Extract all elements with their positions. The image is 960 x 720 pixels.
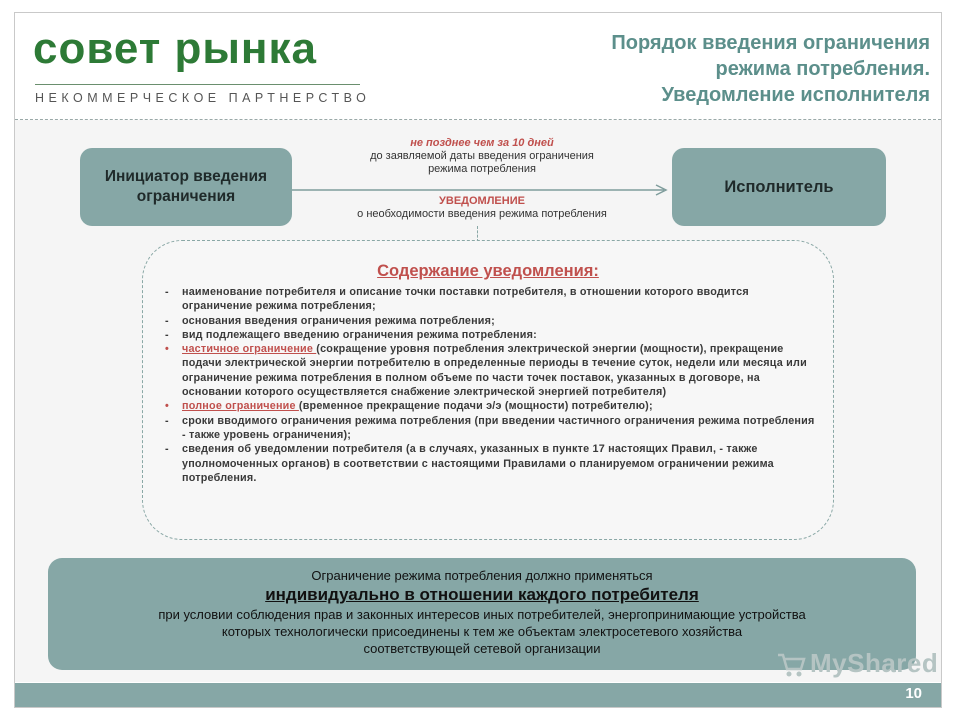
deadline-detail-1: до заявляемой даты введения ограничения <box>370 150 594 162</box>
summary-line-5: соответствующей сетевой организации <box>363 641 601 656</box>
list-marker: - <box>165 414 169 427</box>
list-item <box>165 399 815 413</box>
page-number: 10 <box>905 685 922 702</box>
title-line-1: Порядок введения ограничения <box>611 32 930 54</box>
list-marker: - <box>165 286 169 298</box>
watermark <box>776 648 938 679</box>
executor-label: Исполнитель <box>724 177 834 196</box>
logo-rule <box>35 84 360 85</box>
list-item-text: вид подлежащего введению ограничения режима потребления: <box>182 328 537 341</box>
initiator-box <box>80 148 292 226</box>
logo-subtitle: НЕКОММЕРЧЕСКОЕ ПАРТНЕРСТВО <box>35 91 371 105</box>
notice-annotation <box>292 195 672 221</box>
page-title <box>611 30 930 108</box>
list-item-text: сведения об уведомлении потребителя (а в случаях, указанных в пункте 17 настоящих Правил, - также уполномоченных органов) в соответствии с настоящими Правилами о планируемом ограничении режима потребления. <box>182 443 774 484</box>
initiator-label: Инициатор введения ограничения <box>104 168 268 205</box>
list-item <box>165 314 815 328</box>
summary-line-1: Ограничение режима потребления должно применяться <box>311 568 653 583</box>
list-marker: - <box>165 443 169 456</box>
cart-icon <box>776 652 806 678</box>
list-item <box>165 414 815 443</box>
list-item-text: основания введения ограничения режима потребления; <box>182 314 495 327</box>
list-item-text: сроки вводимого ограничения режима потребления (при введении частичного ограничения режима потребления - также уровень ограничения); <box>182 414 815 441</box>
list-marker: - <box>165 314 169 327</box>
bullet-marker: • <box>165 400 169 413</box>
summary-line-3: при условии соблюдения прав и законных интересов иных потребителей, энергопринимающие устройства <box>158 607 806 622</box>
list-marker: - <box>165 328 169 341</box>
notice-label: УВЕДОМЛЕНИЕ <box>439 195 525 207</box>
footer-bar <box>15 683 941 707</box>
content-list <box>165 285 815 485</box>
content-title: Содержание уведомления: <box>377 262 599 280</box>
executor-box <box>672 148 886 226</box>
deadline-detail-2: режима потребления <box>428 163 536 175</box>
list-item-text: (временное прекращение подачи э/э (мощности) потребителю); <box>298 400 653 413</box>
partial-restriction-term: частичное ограничение <box>182 343 317 356</box>
logo-text: совет рынка <box>33 24 318 73</box>
header-divider <box>15 119 941 120</box>
deadline-text: не позднее чем за 10 дней <box>410 137 554 149</box>
list-item <box>165 285 815 314</box>
list-item <box>165 328 815 342</box>
deadline-annotation <box>292 137 672 176</box>
notice-detail: о необходимости введения режима потребления <box>357 208 607 220</box>
bullet-marker: • <box>165 343 169 356</box>
summary-emphasis: индивидуально в отношении каждого потребителя <box>265 585 699 604</box>
watermark-text: MyShared <box>810 648 939 678</box>
list-item <box>165 442 815 485</box>
list-item <box>165 342 815 399</box>
title-line-3: Уведомление исполнителя <box>661 84 930 106</box>
full-restriction-term: полное ограничение <box>182 400 299 413</box>
list-item-text: (сокращение уровня потребления электрической энергии (мощности), прекращение подачи электрической энергии потребителю в определенные периоды в течение суток, недели или месяца или ограничение режима потребления в полном объеме по части точек поставок, указанных в договоре, на основании которого осуществляется снабжение электрической энергией потребителя) <box>182 343 807 399</box>
title-line-2: режима потребления. <box>715 58 930 80</box>
summary-line-4: которых технологически присоединены к тем же объектам электросетевого хозяйства <box>221 624 743 639</box>
list-item-text: наименование потребителя и описание точки поставки потребителя, в отношении которого вводится ограничение режима потребления; <box>182 286 749 313</box>
